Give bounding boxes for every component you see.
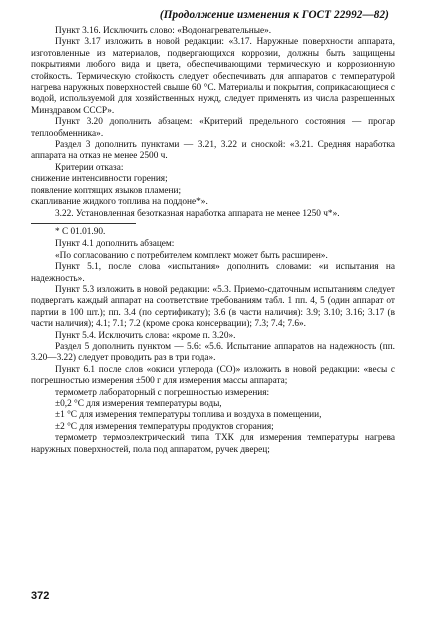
footnote-rule xyxy=(31,223,136,224)
page-number: 372 xyxy=(31,590,50,602)
list-line: ±1 °C для измерения температуры топлива и воздуха в помещении, xyxy=(55,410,322,421)
list-line: появление коптящих языков пламени; xyxy=(31,185,182,196)
list-line: снижение интенсивности горения; xyxy=(31,174,168,185)
footnote: * С 01.01.90. xyxy=(55,226,106,237)
paragraph: 3.22. Установленная безотказная наработка аппарата не менее 1250 ч*». xyxy=(55,208,340,219)
paragraph: термометр термоэлектрический типа ТХК для измерения температуры нагрева наружных поверхностей, пола под аппаратом, ручек дверец; xyxy=(31,433,395,455)
document-body xyxy=(31,26,395,456)
paragraph: Раздел 5 дополнить пунктом — 5.6: «5.6. Испытание аппаратов на надежность (пп. 3.20—3.22) следует проводить раз в три года». xyxy=(31,341,395,364)
paragraph: Пункт 3.17 изложить в новой редакции: «3.17. Наружные поверхности аппарата, изготовленные из материалов, подвергающихся коррозии, должны быть защищены покрытиями любого вида и цвета, обеспечивающими термическую и коррозионную стойкость. Термическую стойкость следует обеспечивать для аппаратов с температурой нагрева наружных поверхностей свыше 60 °C. Материалы и покрытия, соприкасающиеся с водой, используемой для хозяйственных нужд, следует применять из числа разрешенных Минздравом СССР». xyxy=(31,37,395,116)
paragraph: термометр лабораторный с погрешностью измерения: xyxy=(55,387,270,398)
page-header: (Продолжение изменения к ГОСТ 22992—82) xyxy=(159,9,389,21)
paragraph: Пункт 6.1 после слов «окиси углерода (CO)» изложить в новой редакции: «весы с погрешностью измерения ±500 г для измерения массы аппарата; xyxy=(31,364,395,387)
list-line: ±0,2 °C для измерения температуры воды, xyxy=(55,399,222,409)
list-line: Критерии отказа: xyxy=(55,162,124,173)
paragraph: «По согласованию с потребителем комплект может быть расширен». xyxy=(55,250,328,261)
paragraph: Пункт 3.20 дополнить абзацем: «Критерий предельного состояния — прогар теплообменника». xyxy=(31,117,395,139)
paragraph: Пункт 5.3 изложить в новой редакции: «5.3. Приемо-сдаточным испытаниям следует подвергать каждый аппарат на соответствие требованиям табл. 1 пп. 4, 5 (один аппарат от партии в 100 шт.); пп. 3.4 (по сертификату); 3.6 (в части наличия): 3.9; 3.10; 3.16; 3.17 (в части наличия); 4.1; 7.1; 7.2 (кроме срока консервации); 7.3; 7.4; 7.6». xyxy=(31,284,395,330)
paragraph: Пункт 4.1 дополнить абзацем: xyxy=(55,239,175,250)
paragraph: Пункт 3.16. Исключить слово: «Водонагревательные». xyxy=(55,26,272,36)
list-line: скапливание жидкого топлива на поддоне*». xyxy=(31,197,208,208)
paragraph: Пункт 5.1, после слова «испытания» дополнить словами: «и испытания на надежность». xyxy=(31,262,395,284)
paragraph: Пункт 5.4. Исключить слова: «кроме п. 3.20». xyxy=(55,330,236,341)
list-line: ±2 °C для измерения температуры продуктов сгорания; xyxy=(55,421,274,432)
paragraph: Раздел 3 дополнить пунктами — 3.21, 3.22 и сноской: «3.21. Средняя наработка аппарата на отказ не менее 2500 ч. xyxy=(31,140,395,162)
